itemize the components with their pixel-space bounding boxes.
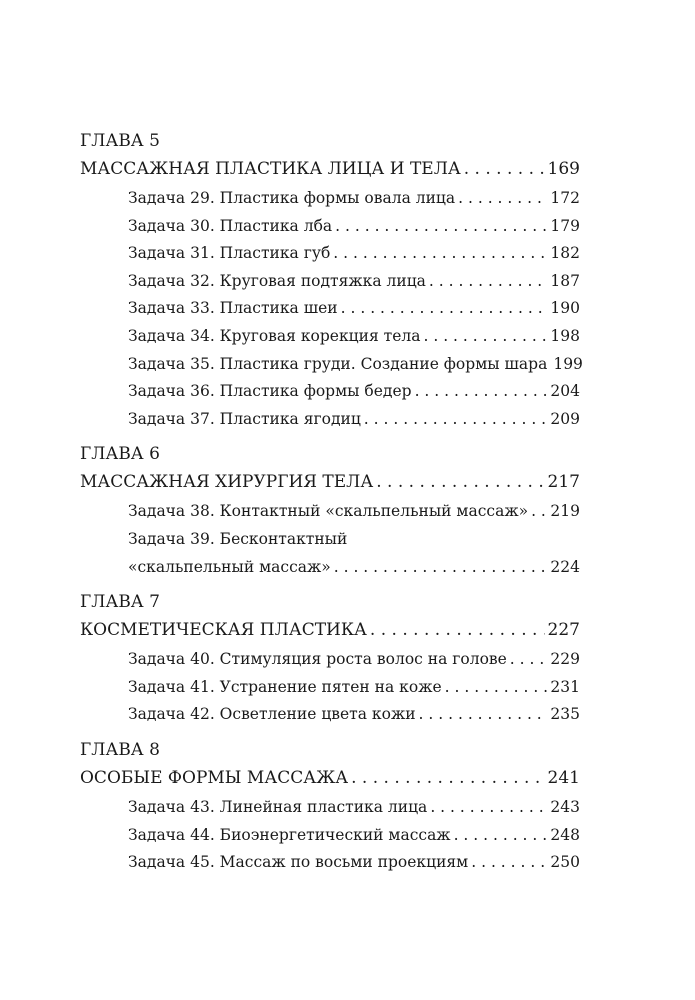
chapter-8 (80, 737, 580, 877)
page-number: 217 (547, 472, 580, 493)
task-title: Задача 37. Пластика ягодиц (128, 409, 361, 428)
task-entry[interactable] (80, 323, 580, 351)
dot-leader (454, 822, 548, 850)
task-entry[interactable] (80, 646, 580, 674)
dot-leader (430, 794, 547, 822)
dot-leader (370, 616, 545, 644)
task-title: Задача 30. Пластика лба (128, 216, 333, 235)
task-title: Задача 34. Круговая корекция тела (128, 326, 421, 345)
page-number: 248 (550, 825, 580, 844)
task-title: Задача 38. Контактный «скальпельный массаж» (128, 502, 529, 521)
task-title: Задача 29. Пластика формы овала лица (128, 189, 456, 207)
task-entry[interactable] (80, 526, 580, 581)
task-title: Задача 32. Круговая подтяжка лица (128, 271, 426, 290)
task-entry[interactable] (80, 822, 580, 850)
task-title: Задача 39. Бесконтактный (128, 529, 348, 548)
page-number: 209 (550, 409, 580, 428)
dot-leader (341, 295, 548, 323)
dot-leader (364, 406, 548, 434)
dot-leader (415, 378, 548, 406)
task-entry[interactable] (80, 295, 580, 323)
dot-leader (334, 554, 548, 582)
page-number: 250 (550, 853, 580, 872)
dot-leader (464, 155, 545, 183)
chapter-title: МАССАЖНАЯ ПЛАСТИКА ЛИЦА И ТЕЛА (80, 159, 461, 179)
dot-leader (419, 701, 548, 729)
task-entry[interactable] (80, 674, 580, 702)
chapter-title-entry[interactable] (80, 468, 580, 498)
chapter-label: ГЛАВА 6 (80, 444, 160, 465)
task-title: Задача 43. Линейная пластика лица (128, 797, 428, 816)
page-number: 190 (550, 299, 580, 318)
task-entry[interactable] (80, 794, 580, 822)
dot-leader (510, 646, 548, 674)
task-entry[interactable] (80, 268, 580, 296)
chapter-title: КОСМЕТИЧЕСКАЯ ПЛАСТИКА (80, 620, 367, 641)
task-entry[interactable] (80, 185, 580, 213)
dot-leader (333, 240, 547, 268)
task-entry[interactable] (80, 351, 583, 379)
task-title: Задача 36. Пластика формы бедер (128, 382, 412, 401)
page-number: 235 (550, 705, 580, 724)
page-number: 219 (550, 502, 580, 521)
chapter-title-entry[interactable] (80, 764, 580, 794)
page-number: 204 (550, 382, 580, 401)
chapter-label: ГЛАВА 5 (80, 131, 160, 151)
task-entry[interactable] (80, 701, 580, 729)
task-entry[interactable] (80, 498, 580, 526)
table-of-contents (80, 128, 583, 879)
task-entry[interactable] (80, 378, 580, 406)
task-title-continuation: «скальпельный массаж» (128, 557, 331, 576)
page-number: 224 (550, 557, 580, 576)
task-entry[interactable] (80, 849, 580, 877)
chapter-5 (80, 128, 583, 433)
chapter-label: ГЛАВА 7 (80, 592, 160, 613)
dot-leader (423, 323, 547, 351)
dot-leader (471, 849, 547, 877)
chapter-title: ОСОБЫЕ ФОРМЫ МАССАЖА (80, 767, 349, 788)
page-number: 169 (547, 159, 580, 179)
chapter-title: МАССАЖНАЯ ХИРУРГИЯ ТЕЛА (80, 472, 374, 493)
page-number: 199 (553, 354, 583, 373)
task-title: Задача 44. Биоэнергетический массаж (128, 825, 451, 844)
page-number: 243 (550, 797, 580, 816)
dot-leader (531, 498, 547, 526)
task-title: Задача 45. Массаж по восьми проекциям (128, 853, 469, 872)
chapter-6 (80, 441, 580, 581)
chapter-title-entry[interactable] (80, 155, 580, 185)
chapter-label: ГЛАВА 8 (80, 739, 160, 760)
task-title: Задача 31. Пластика губ (128, 244, 331, 263)
task-entry[interactable] (80, 406, 580, 434)
dot-leader (351, 764, 544, 792)
chapter-title-entry[interactable] (80, 616, 580, 646)
dot-leader (445, 674, 548, 702)
page-number: 241 (547, 767, 580, 788)
dot-leader (335, 213, 547, 241)
task-title-continuation-row (128, 554, 580, 582)
page-number: 182 (550, 244, 580, 263)
page-number: 179 (550, 216, 580, 235)
task-title: Задача 40. Стимуляция роста волос на голове (128, 650, 507, 669)
chapter-7 (80, 589, 580, 729)
task-title: Задача 33. Пластика шеи (128, 299, 338, 318)
task-title: Задача 41. Устранение пятен на коже (128, 677, 442, 696)
page-number: 172 (550, 189, 580, 207)
task-title: Задача 42. Осветление цвета кожи (128, 705, 416, 724)
page-number: 227 (547, 620, 580, 641)
dot-leader (429, 268, 548, 296)
page-number: 187 (550, 271, 580, 290)
dot-leader (376, 468, 544, 496)
dot-leader (458, 185, 547, 213)
page-number: 231 (550, 677, 580, 696)
task-entry[interactable] (80, 240, 580, 268)
page-number: 229 (550, 650, 580, 669)
page-number: 198 (550, 326, 580, 345)
task-title: Задача 35. Пластика груди. Создание формы шара (128, 354, 548, 373)
task-entry[interactable] (80, 213, 580, 241)
